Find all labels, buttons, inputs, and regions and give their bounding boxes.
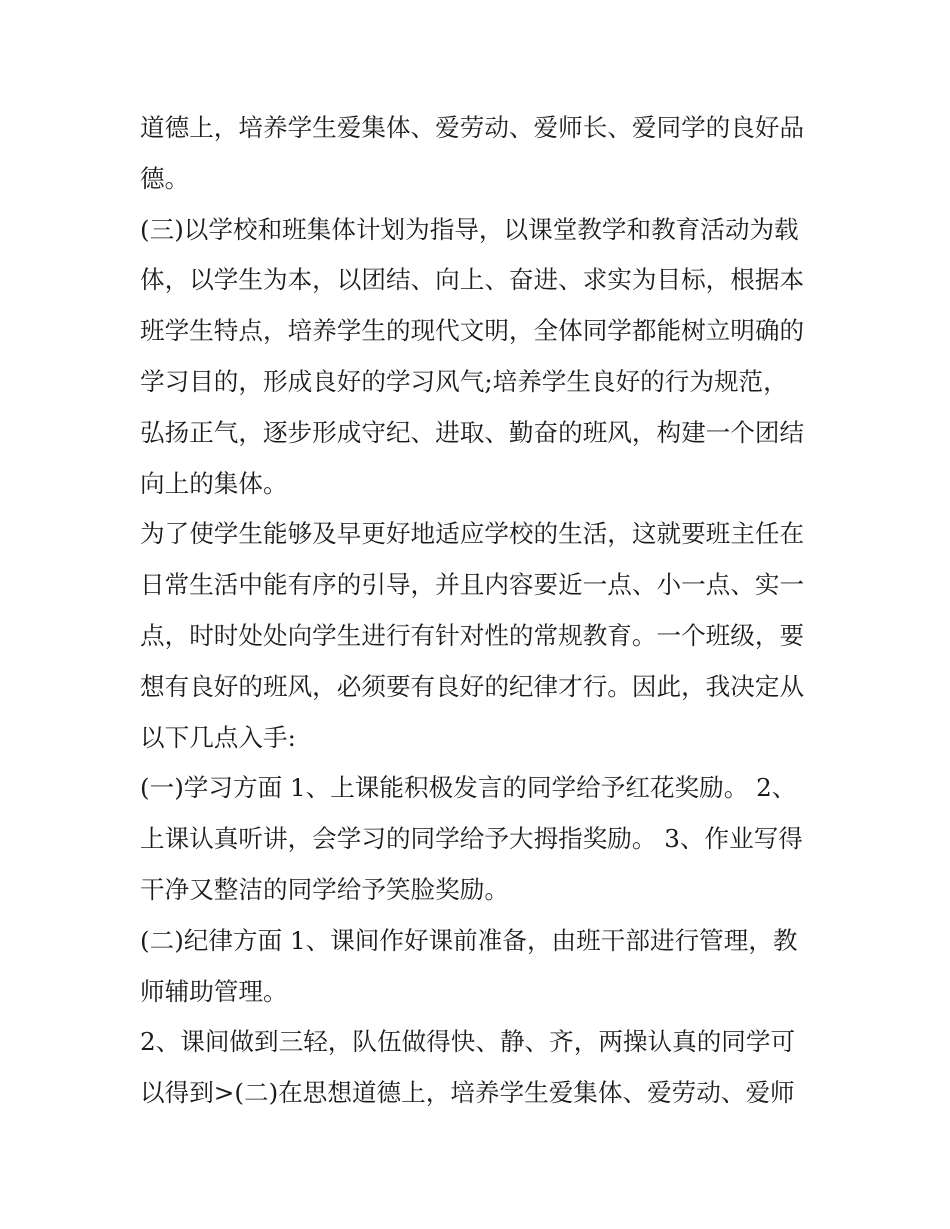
text-line: 日常生活中能有序的引导，并且内容要近一点、小一点、实一 [140, 570, 805, 600]
text-line: 体，以学生为本，以团结、向上、奋进、求实为目标，根据本 [140, 265, 805, 295]
text-line: 想有良好的班风，必须要有良好的纪律才行。因此，我决定从 [140, 671, 805, 701]
text-line: 班学生特点，培养学生的现代文明，全体同学都能树立明确的 [140, 316, 805, 346]
text-line: 点，时时处处向学生进行有针对性的常规教育。一个班级，要 [140, 620, 805, 650]
text-line: 为了使学生能够及早更好地适应学校的生活，这就要班主任在 [140, 519, 805, 549]
text-line: (二)纪律方面 1、课间作好课前准备，由班干部进行管理，教 [140, 925, 798, 955]
text-line: 2、课间做到三轻，队伍做得快、静、齐，两操认真的同学可 [140, 1027, 796, 1057]
document-body [140, 103, 820, 1119]
text-line: 学习目的，形成良好的学习风气;培养学生良好的行为规范， [140, 366, 788, 396]
text-line: 以下几点入手: [140, 722, 296, 752]
text-line: (一)学习方面 1、上课能积极发言的同学给予红花奖励。 2、 [140, 773, 797, 803]
text-line: 道德上，培养学生爱集体、爱劳动、爱师长、爱同学的良好品 [140, 113, 805, 142]
text-line: 以得到>(二)在思想道德上，培养学生爱集体、爱劳动、爱师 [140, 1078, 795, 1108]
text-line: 上课认真听讲，会学习的同学给予大拇指奖励。 3、作业写得 [140, 824, 803, 854]
text-line: 弘扬正气，逐步形成守纪、进取、勤奋的班风，构建一个团结 [140, 417, 805, 447]
text-line: 向上的集体。 [140, 468, 288, 498]
text-line: 德。 [140, 163, 190, 193]
text-line: (三)以学校和班集体计划为指导，以课堂教学和教育活动为载 [140, 214, 799, 244]
text-line: 师辅助管理。 [140, 976, 288, 1006]
text-line: 干净又整洁的同学给予笑脸奖励。 [140, 874, 509, 904]
